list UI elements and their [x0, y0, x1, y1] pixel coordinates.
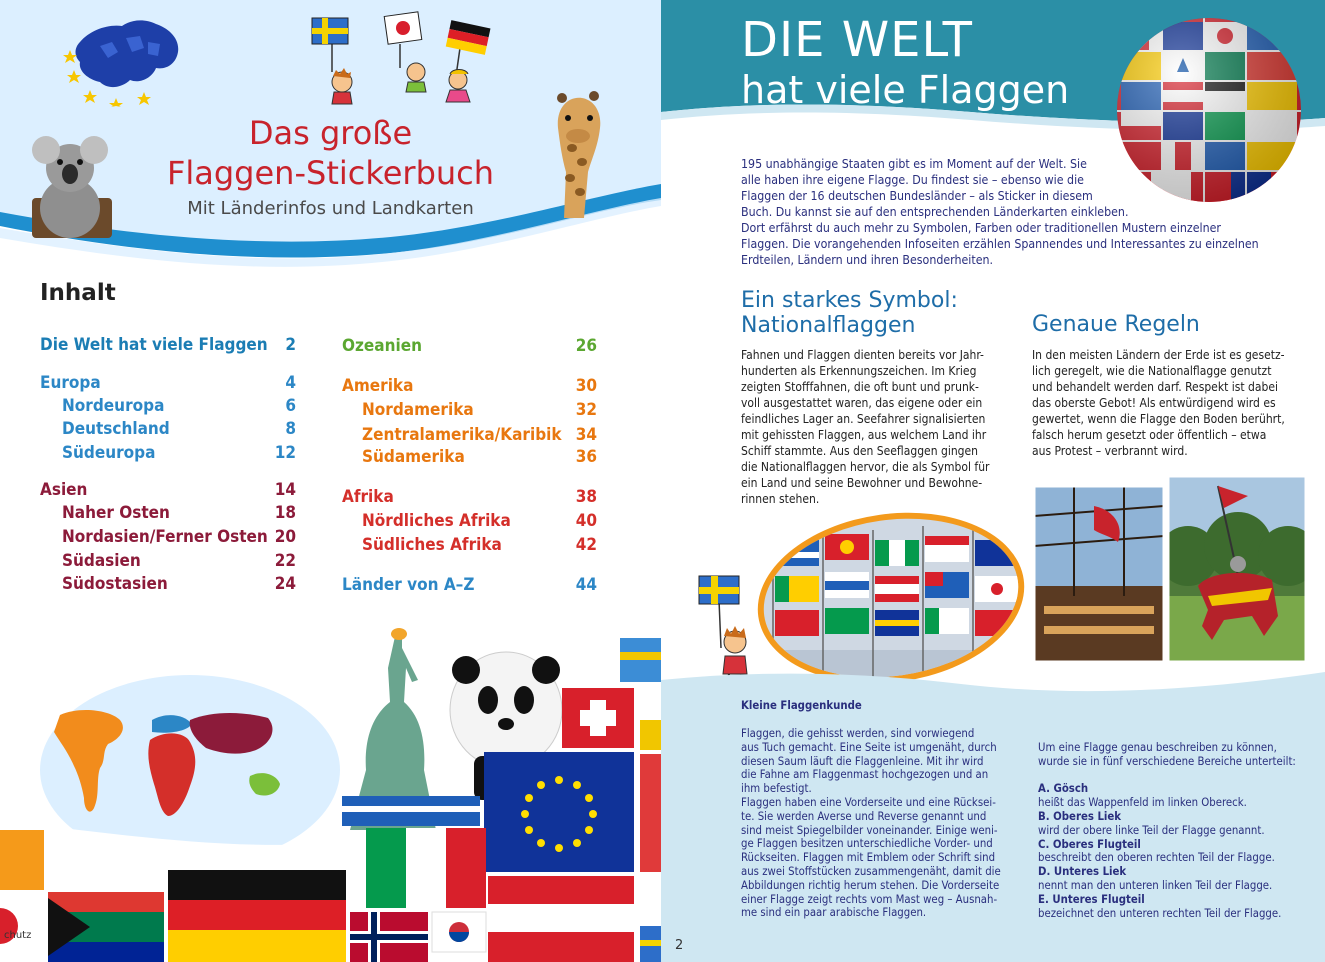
book-title-line-1: Das große	[248, 114, 413, 152]
flag-part-term: D. Unteres Liek	[1038, 865, 1127, 879]
knight-photo	[1168, 476, 1306, 662]
europe-map-icon	[60, 12, 190, 107]
page-title-line-1: DIE WELT	[741, 12, 973, 68]
page-number: 2	[675, 938, 684, 953]
left-page: Das große Flaggen-Stickerbuch Mit Länderinfos und Landkarten Inhalt Die Welt hat viele Flaggen 2 Europa 4 Nordeuropa 6 Deutschland 8 Südeuropa 12 Asien 14 Naher Osten 18 Nordasien/Ferner Osten 20 Südasien 22 Südostasien 24 Ozeanien 26 Amerika 30 Nordamerika 32 Zentralamerika/Karibik 34 Südamerika 36 Afrika 38 Nördliches Afrika 40 Südliches Afrika 42 Länder von A–Z 44 chutz	[0, 0, 661, 962]
section-body-symbol: Fahnen und Flaggen dienten bereits vor Jahr- hunderten als Erkennungszeichen. Im Krieg zeigten Stofffahnen, die oft bunt und prunk- voll ausgestattet waren, das eigene oder ein feindliches Lager an. Seefahrer signalisierten mit gehissten Flaggen, aus welchem Land ihr Schiff stammte. Aus den Seeflaggen gingen die Nationalflaggen hervor, die als Symbol für ein Land und seine Bewohner und Bewohne- rinnen stehen.	[741, 348, 990, 506]
flag-part-desc: bezeichnet den unteren rechten Teil der Flagge.	[1038, 906, 1282, 920]
book-title-line-2: Flaggen-Stickerbuch	[166, 154, 495, 192]
page-edge-text: chutz	[4, 930, 32, 941]
flag-part-term: A. Gösch	[1038, 782, 1089, 796]
flag-part-desc: nennt man den unteren linken Teil der Flagge.	[1038, 878, 1273, 892]
section-heading-symbol: Ein starkes Symbol: Nationalflaggen	[741, 288, 958, 338]
flag-part-term: B. Oberes Liek	[1038, 809, 1122, 823]
ship-photo	[1034, 486, 1164, 662]
flag-part-desc: wird der obere linke Teil der Flagge genannt.	[1038, 823, 1265, 837]
right-page	[661, 0, 1325, 962]
page-title-line-2: hat viele Flaggen	[741, 68, 1070, 112]
info-box-right-text: Um eine Flagge genau beschreiben zu können, wurde sie in fünf verschiedene Bereiche unterteilt: A. Gösch heißt das Wappenfeld im linken Obereck. B. Oberes Liek wird der obere linke Teil der Flagge genannt. C. Oberes Flugteil beschreibt den oberen rechten Teil der Flagge. D. Unteres Liek nennt man den unteren linken Teil der Flagge. E. Unteres Flugteil bezeichnet den unteren rechten Teil der Flagge.	[1038, 741, 1318, 920]
flag-part-term: E. Unteres Flugteil	[1038, 892, 1145, 906]
flag-part-desc: beschreibt den oberen rechten Teil der Flagge.	[1038, 851, 1275, 865]
info-box-heading: Kleine Flaggenkunde	[741, 699, 862, 712]
section-body-regeln: In den meisten Ländern der Erde ist es gesetz- lich geregelt, wie die Nationalflagge genutzt und behandelt werden darf. Respekt ist dabei das oberste Gebot! Als entwürdigend wird es gewertet, wenn die Flagge den Boden berührt, falsch herum gesetzt oder öffentlich – etwa aus Protest – verbrannt wird.	[1032, 348, 1285, 458]
flag-part-desc: heißt das Wappenfeld im linken Obereck.	[1038, 796, 1247, 810]
kids-with-flags-illustration	[300, 10, 500, 105]
section-heading-regeln: Genaue Regeln	[1032, 312, 1200, 337]
toc-heading: Inhalt	[40, 280, 116, 306]
info-box-left-text: Flaggen, die gehisst werden, sind vorwiegend aus Tuch gemacht. Eine Seite ist umgenäht, durch diesen Saum läuft die Flaggenleine. Mit ihr wird die Fahne am Flaggenmast hochgezogen und an ihm befestigt. Flaggen haben eine Vorderseite und eine Rücksei- te. Sie werden Averse und Reverse genannt und sind meist Spiegelbilder voneinander. Einige weni- ge Flaggen besitzen unterschiedliche Vorder- und Rückseiten. Flaggen mit Emblem oder Schrift sind aus zwei Stoffstücken zusammengenäht, damit die Abbildungen richtig herum stehen. Die Vorderseite einer Flagge zeigt rechts vom Mast weg – Ausnah- me sind ein paar arabische Flaggen.	[741, 727, 1001, 920]
flag-collage	[0, 630, 661, 962]
flag-part-term: C. Oberes Flugteil	[1038, 837, 1141, 851]
intro-paragraph: 195 unabhängige Staaten gibt es im Moment auf der Welt. Sie alle haben ihre eigene Flagge. Du findest sie – ebenso wie die Flaggen der 16 deutschen Bundesländer – als Sticker in diesem Buch. Du kannst sie auf den entsprechenden Länderkarten einkleben. Dort erfährst du auch mehr zu Symbolen, Farben oder traditionellen Mustern einzelner Flaggen. Die vorangehenden Infoseiten erzählen Spannendes und Interessantes zu einzelnen Erdteilen, Ländern und ihren Besonderheiten.	[741, 157, 1259, 267]
book-subtitle: Mit Länderinfos und Landkarten	[187, 198, 474, 219]
